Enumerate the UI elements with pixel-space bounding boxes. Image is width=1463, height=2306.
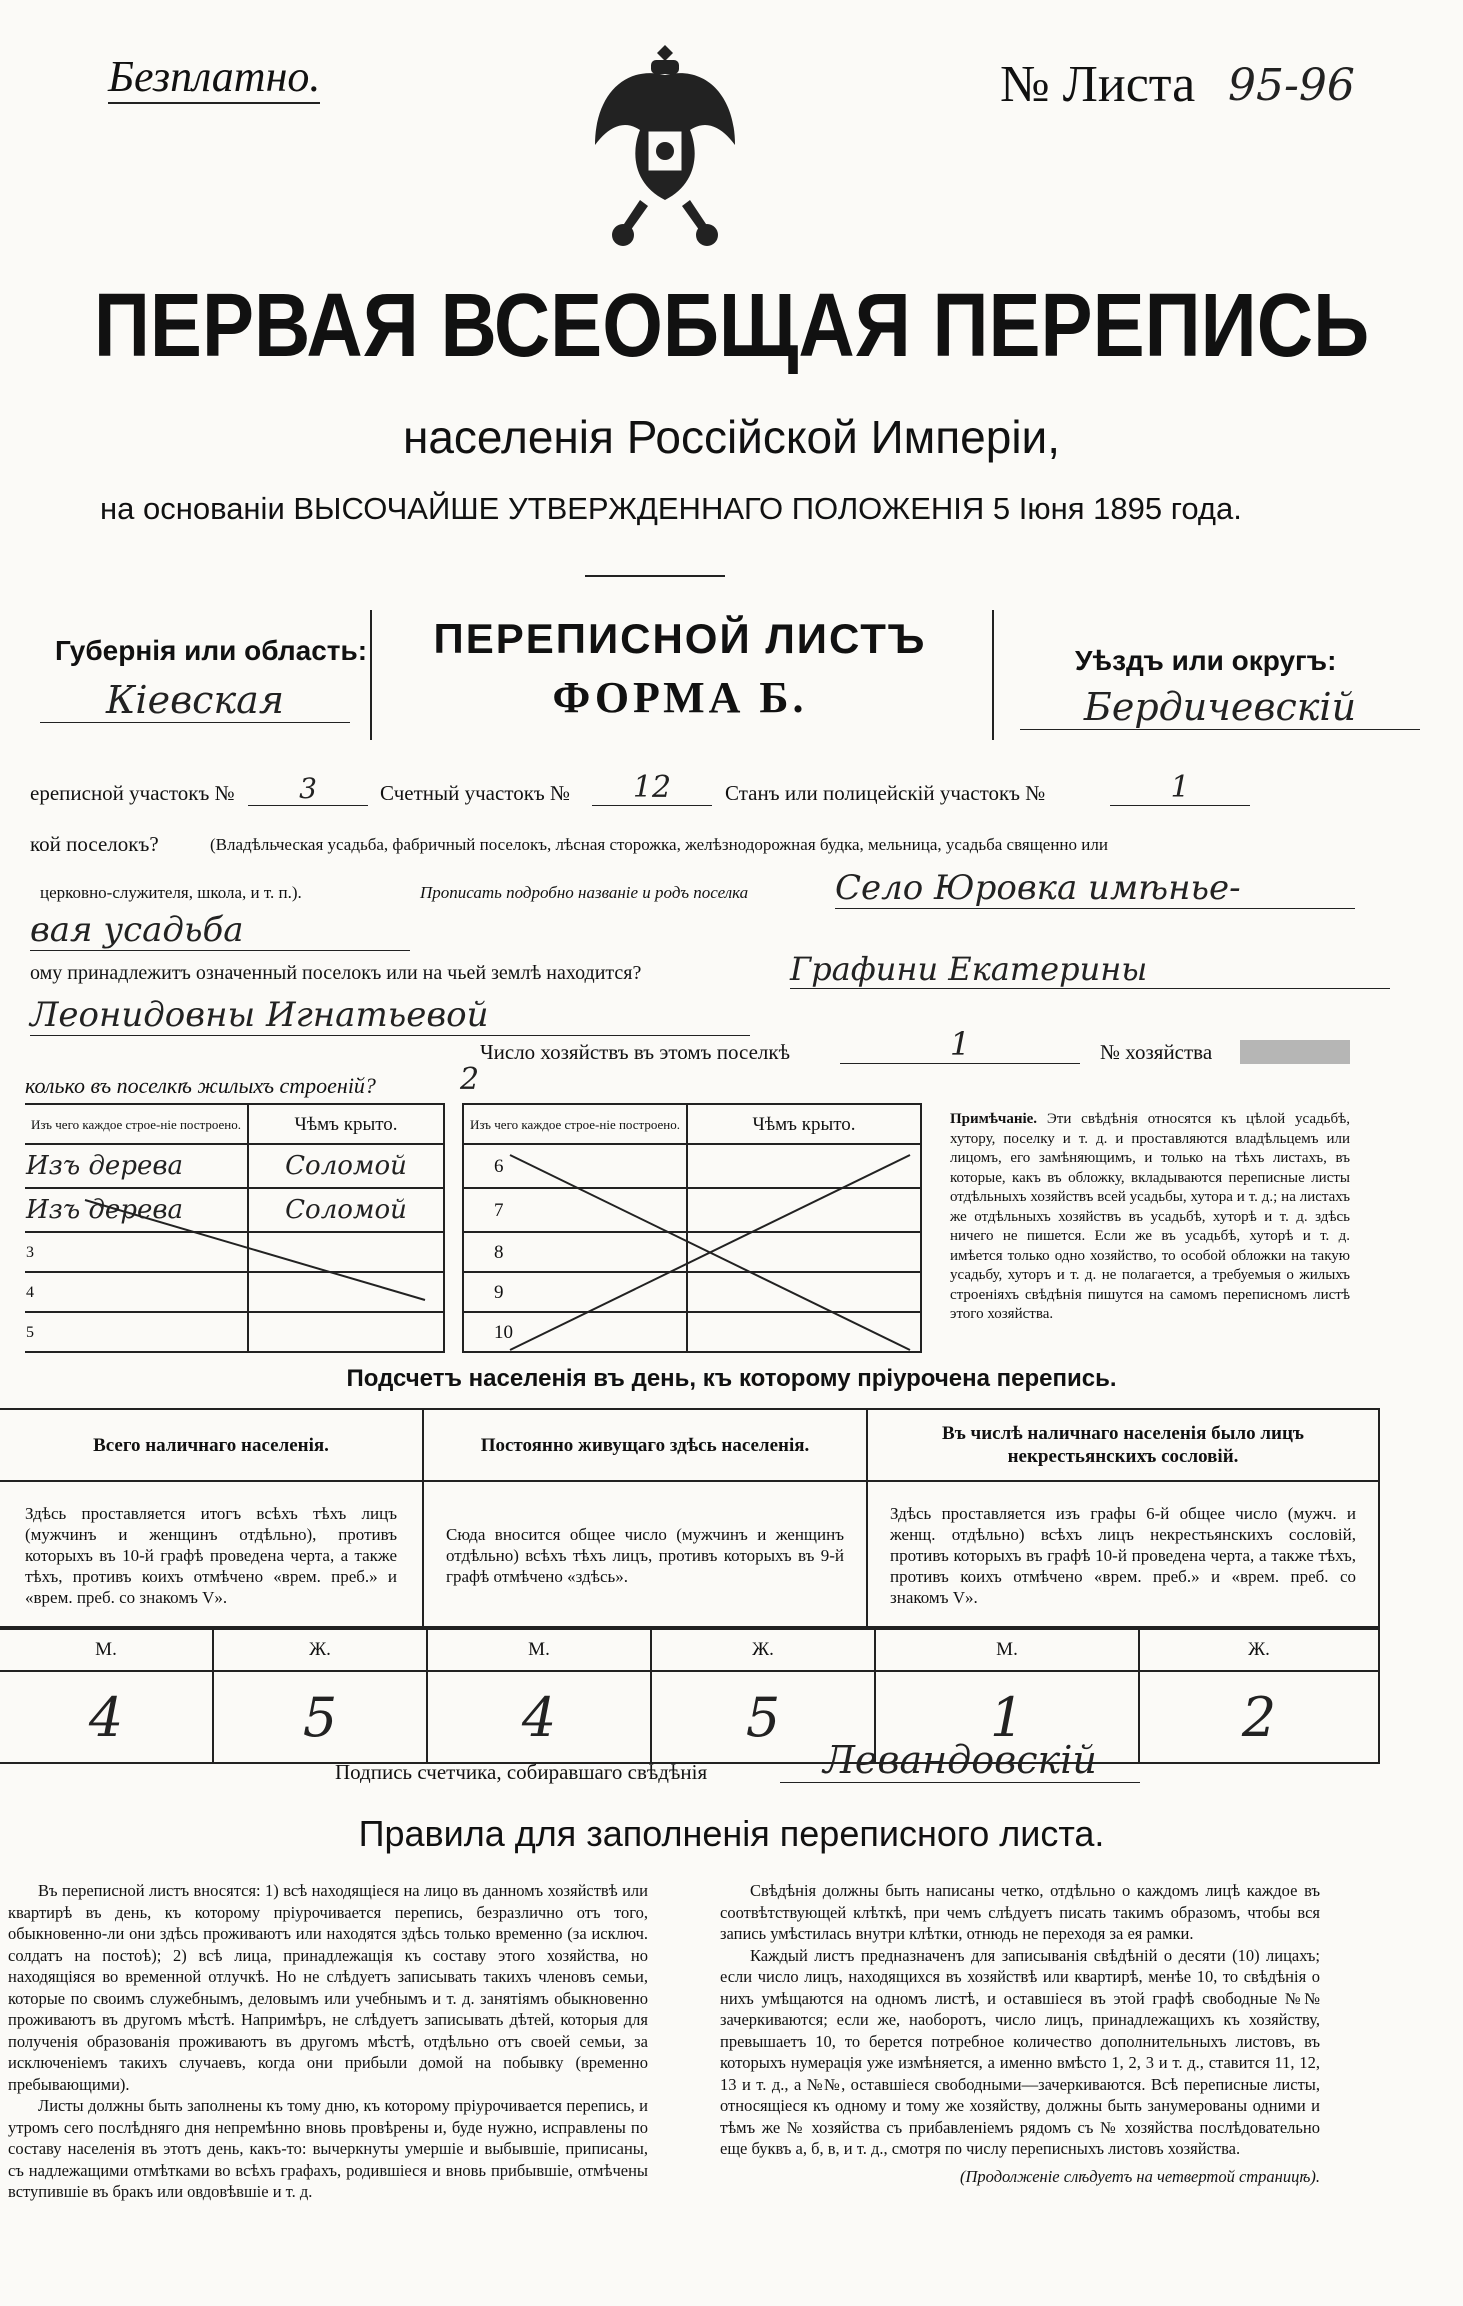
census-title: ПЕРВАЯ ВСЕОБЩАЯ ПЕРЕПИСЬ [93, 274, 1370, 376]
count-section-label: Счетный участокъ № [380, 781, 571, 805]
signature-value: Левандовскій [780, 1738, 1140, 1783]
table-row: 4 [25, 1272, 248, 1312]
col2-title: Постоянно живущаго здѣсь населенія. [423, 1409, 867, 1481]
census-section-label: ерeписной участокъ № [30, 781, 235, 805]
sheet-number-value: 95-96 [1228, 60, 1355, 111]
settlement-value-2: вая усадьба [30, 910, 410, 951]
stan-label: Станъ или полицейскій участокъ № [725, 781, 1046, 805]
table-row: Изъ дерева [25, 1144, 248, 1188]
divider [585, 575, 725, 577]
non-peasant-male: 1 [875, 1671, 1139, 1763]
population-heading: Подсчетъ населенія въ день, къ которому пріурочена перепись. [346, 1365, 1117, 1392]
table-row: 3 [25, 1232, 248, 1272]
table-row: 5 [25, 1312, 248, 1352]
f-header: Ж. [213, 1627, 427, 1671]
uezd-label: Уѣздъ или округъ: [1075, 645, 1337, 676]
owner-label: ому принадлежитъ означенный поселокъ или на чьей землѣ находится? [30, 962, 642, 984]
table-row: 10 [463, 1312, 687, 1352]
table-row: Изъ дерева [25, 1188, 248, 1232]
col1-text: Здѣсь проставляется итогъ всѣхъ тѣхъ лицъ (мужчинъ и женщинъ отдѣльно), противъ которыхъ въ 10-й графѣ проведена черта, а также тѣхъ, противъ коихъ отмѣчено «врем. преб.» и «врем. преб. со знакомъ V». [0, 1481, 423, 1629]
census-subtitle: населенія Россійской Имперіи, [402, 411, 1061, 463]
note-label: Примѣчаніе. [950, 1111, 1038, 1127]
left-table-strike [25, 1190, 445, 1310]
note [950, 1110, 1350, 1325]
col3-title: Въ числѣ наличнаго населенія было лицъ некрестьянскихъ сословій. [867, 1409, 1379, 1481]
col-material-header: Изъ чего каждое строе-ніе построено. [25, 1104, 248, 1144]
m-header: М. [0, 1627, 213, 1671]
table-cell: Соломой [248, 1188, 444, 1232]
col3-text: Здѣсь проставляется изъ графы 6-й общее число (мужч. и женщ. отдѣльно) всѣхъ лицъ некрестьянскихъ сословій, противъ которыхъ въ графѣ 10-й проведена черта, а также тѣхъ, противъ коихъ отмѣчено «врем. преб.» и «врем. преб. со знакомъ V». [867, 1481, 1379, 1629]
rules-right-p2: Каждый листъ предназначенъ для записыванія свѣдѣній о десяти (10) лицахъ; если число лицъ, находящихся въ хозяйствѣ или квартирѣ, менѣе 10, то свѣдѣнія о нихъ умѣщаются на одномъ листѣ, и оставшіеся въ этой графѣ свободные №№ зачеркиваются; если же, наоборотъ, число лицъ, принадлежащихъ къ хозяйству, превышаетъ 10, то берется потребное количество дополнительныхъ листовъ, въ которыхъ нумерація уже измѣняется, а именно вмѣсто 1, 2, 3 и т. д., ставится 11, 12, 13 и т. д., а №№, оставшіеся свободными—зачеркиваются. Всѣ переписные листы, относящіеся къ одному и тому же хозяйству, должны быть занумерованы одними и тѣмъ же № хозяйства съ прибавленіемъ рядомъ съ № хозяйства послѣдовательно еще буквъ а, б, в, и т. д., смотря по числу переписныхъ листовъ хозяйства. [720, 1945, 1320, 2158]
households-value: 1 [840, 1025, 1080, 1064]
table-row: 8 [463, 1232, 687, 1272]
sheet-title: ПЕРЕПИСНОЙ ЛИСТЪ [433, 615, 927, 662]
population-table [0, 1408, 1380, 1630]
settlement-label: кой поселокъ? [30, 832, 159, 856]
rules-continued: (Продолженіе слѣдуетъ на четвертой страницѣ). [960, 2166, 1320, 2186]
permanent-female: 5 [651, 1671, 875, 1763]
buildings-value: 2 [460, 1062, 480, 1097]
household-no-stamp [1240, 1040, 1350, 1064]
m-header: М. [875, 1627, 1139, 1671]
settlement-instruction: Прописать подробно названіе и родъ поселка [420, 883, 749, 902]
total-female: 5 [213, 1671, 427, 1763]
form-label: ФОРМА Б. [552, 673, 808, 722]
household-no-label: № хозяйства [1100, 1040, 1213, 1064]
permanent-male: 4 [427, 1671, 651, 1763]
rules-right [720, 1880, 1320, 2187]
col-roof-header: Чѣмъ крыто. [248, 1104, 444, 1144]
m-header: М. [427, 1627, 651, 1671]
imperial-eagle-emblem [585, 35, 745, 250]
col-material-header-right: Изъ чего каждое строе-ніе построено. [463, 1104, 687, 1144]
right-table-cross [500, 1150, 920, 1360]
f-header: Ж. [1139, 1627, 1379, 1671]
col1-title: Всего наличнаго населенія. [0, 1409, 423, 1481]
owner-value-2: Леонидовны Игнатьевой [30, 995, 750, 1036]
table-row: 6 [463, 1144, 687, 1188]
settlement-value-1: Село Юровка имѣнье- [835, 868, 1355, 909]
owner-value-1: Графини Екатерины [790, 950, 1390, 989]
uezd-value: Бердичевскій [1020, 685, 1420, 730]
settlement-hint-1: (Владѣльческая усадьба, фабричный поселокъ, лѣсная сторожка, желѣзнодорожная будка, мельница, усадьба священно или [210, 835, 1108, 854]
rules-right-p1: Свѣдѣнія должны быть написаны четко, отдѣльно о каждомъ лицѣ каждое въ соотвѣтствующей клѣткѣ, при чемъ слѣдуетъ писать такимъ образомъ, чтобы вся запись умѣстилась внутри клѣтки, отнюдь не переходя за ея рамки. [720, 1881, 1320, 1943]
rules-title: Правила для заполненія переписного листа. [358, 1813, 1105, 1854]
guberniya-label: Губернія или область: [55, 635, 368, 666]
households-label: Число хозяйствъ въ этомъ поселкѣ [480, 1040, 790, 1064]
rules-left-p1: Въ переписной листъ вносятся: 1) всѣ находящіеся на лицо въ данномъ хозяйствѣ или квартирѣ въ день, къ которому пріурочивается перепись, безразлично отъ того, обыкновенно-ли они здѣсь проживаютъ или находятся здѣсь только временно (за исключ. солдатъ на постоѣ); 2) всѣ лица, принадлежащія къ составу этого хозяйства, но находящіяся во временной отлучкѣ. Но не слѣдуетъ записывать такихъ членовъ семьи, которые по своимъ служебнымъ, деловымъ или учебнымъ и т. д. занятіямъ обыкновенно проживаютъ въ другомъ мѣстѣ. Напримѣръ, не слѣдуетъ записывать дѣтей, которыя для полученія образованія проживаютъ въ другомъ мѣстѣ, отдѣльно отъ своей семьи, за исключеніемъ такихъ случаевъ, когда они прибыли домой на побывку (временно пребывающими). [8, 1881, 648, 2094]
population-values [0, 1626, 1380, 1764]
stan-value: 1 [1110, 770, 1250, 806]
table-cell: Соломой [248, 1144, 444, 1188]
rules-left-p2: Листы должны быть заполнены къ тому дню, къ которому пріурочивается перепись, и утромъ сего послѣдняго дня непремѣнно вновь провѣрены и, буде нужно, исправлены по составу населенія въ этотъ день, какъ-то: вычеркнуты умершіе и выбывшіе, приписаны, съ надлежащими отмѣтками во всѣхъ графахъ, родившіеся и вновь прибывшіе, отмѣчены вступившіе въ бракъ или овдовѣвшіе и т. д. [8, 2096, 648, 2201]
total-male: 4 [0, 1671, 213, 1763]
table-row: 7 [463, 1188, 687, 1232]
f-header: Ж. [651, 1627, 875, 1671]
rules-left [8, 1880, 648, 2203]
col-roof-header-right: Чѣмъ крыто. [687, 1104, 921, 1144]
note-text: Эти свѣдѣнія относятся къ цѣлой усадьбѣ, хутору, поселку и т. д. и проставляются владѣльцемъ или лицомъ, его замѣняющимъ, и только на тѣхъ листахъ, въ которые, какъ въ обложку, вкладываются переписные листы отдѣльныхъ хозяйствъ всей усадьбы, хутора и т. д.; на листахъ же отдѣльныхъ хозяйствъ въ усадьбѣ, хуторѣ и т. д. здѣсь ничего не пишется. Если же въ усадьбѣ, хуторѣ и т. д. имѣется только одно хозяйство, то особой обложки на такую усадьбу, хуторъ и т. д. не полагается, а требуемыя о жилыхъ строеніяхъ свѣдѣнія пишутся на самомъ переписномъ листѣ этого хозяйства. [950, 1111, 1351, 1322]
count-section-value: 12 [592, 770, 712, 806]
census-basis: на основаніи ВЫСОЧАЙШЕ УТВЕРЖДЕННАГО ПОЛОЖЕНІЯ 5 Іюня 1895 года. [100, 491, 1242, 526]
non-peasant-female: 2 [1139, 1671, 1379, 1763]
settlement-hint-2: церковно-служителя, школа, и т. п.). [40, 883, 302, 902]
free-label: Безплатно. [108, 52, 320, 104]
guberniya-value: Кіевская [40, 678, 350, 723]
signature-label: Подпись счетчика, собиравшаго свѣдѣнія [335, 1760, 708, 1784]
table-row: 9 [463, 1272, 687, 1312]
col2-text: Сюда вносится общее число (мужчинъ и женщинъ отдѣльно) всѣхъ тѣхъ лицъ, противъ которыхъ въ 9-й графѣ отмѣчено «здѣсь». [423, 1481, 867, 1629]
buildings-label: колько въ поселкѣ жилыхъ строеній? [25, 1073, 376, 1098]
sheet-number-label: № Листа [1000, 56, 1196, 113]
census-section-value: 3 [248, 772, 368, 806]
